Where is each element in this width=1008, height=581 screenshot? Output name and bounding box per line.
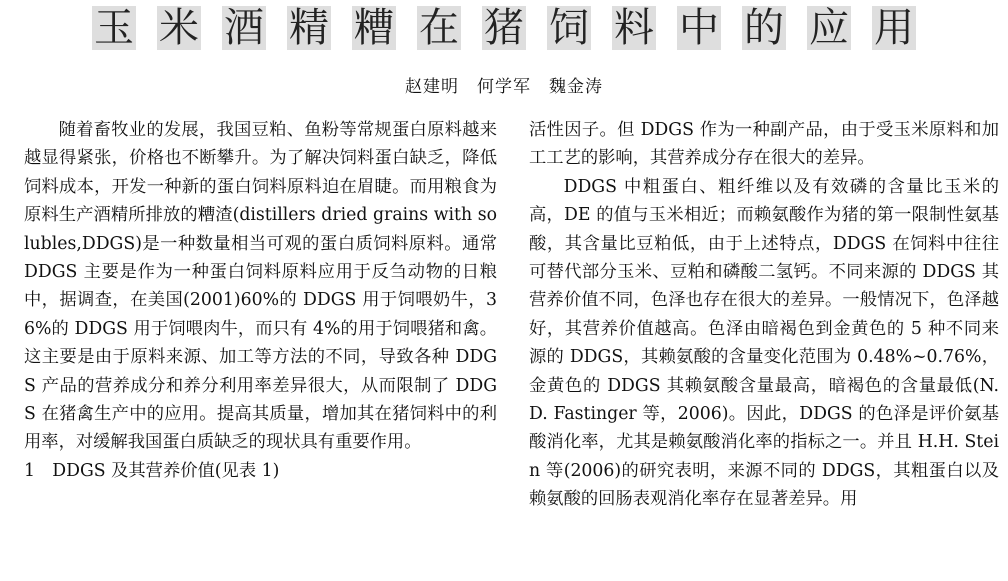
section-heading: 1 DDGS 及其营养价值(见表 1) xyxy=(24,460,280,481)
title-char: 的 xyxy=(744,5,784,51)
title-char: 应 xyxy=(809,5,849,51)
title-char: 糟 xyxy=(354,5,394,51)
right-column xyxy=(529,116,999,514)
article-title xyxy=(0,6,1008,58)
title-char: 用 xyxy=(874,5,914,51)
title-char: 料 xyxy=(614,5,654,51)
title-char: 饲 xyxy=(549,5,589,51)
title-char: 猪 xyxy=(484,5,524,51)
title-char: 在 xyxy=(419,5,459,51)
title-char: 精 xyxy=(289,5,329,51)
continued-paragraph: 活性因子。但 DDGS 作为一种副产品，由于受玉米原料和加工工艺的影响，其营养成分存在很大的差异。 xyxy=(529,120,999,169)
author-line: 赵建明 何学军 魏金涛 xyxy=(405,77,603,97)
title-char: 酒 xyxy=(224,5,264,51)
title-char: 米 xyxy=(159,5,199,51)
ddgs-nutrition-paragraph: DDGS 中粗蛋白、粗纤维以及有效磷的含量比玉米的高，DE 的值与玉米相近；而赖氨酸作为猪的第一限制性氨基酸，其含量比豆粕低，由于上述特点，DDGS 在饲料中往往可替代部分玉米、豆粕和磷酸二氢钙。不同来源的 DDGS 其营养价值不同，色泽也存在很大的差异。一般情况下，色泽越好，其营养价值越高。色泽由暗褐色到金黄色的 5 种不同来源的 DDGS，其赖氨酸的含量变化范围为 0.48%~0.76%，金黄色的 DDGS 其赖氨酸含量最高，暗褐色的含量最低(N.D. Fastinger 等，2006)。因此，DDGS 的色泽是评价氨基酸消化率，尤其是赖氨酸消化率的指标之一。并且 H.H. Stein 等(2006)的研究表明，来源不同的 DDGS，其粗蛋白以及赖氨酸的回肠表观消化率存在显著差异。用 xyxy=(529,176,999,510)
title-char: 中 xyxy=(679,5,719,51)
left-column xyxy=(24,116,497,485)
intro-paragraph: 随着畜牧业的发展，我国豆粕、鱼粉等常规蛋白原料越来越显得紧张，价格也不断攀升。为了解决饲料蛋白缺乏，降低饲料成本，开发一种新的蛋白饲料原料迫在眉睫。而用粮食为原料生产酒精所排放的糟渣(distillers dried grains with solubles,DDGS)是一种数量相当可观的蛋白质饲料原料。通常 DDGS 主要是作为一种蛋白饲料原料应用于反刍动物的日粮中，据调查，在美国(2001)60%的 DDGS 用于饲喂奶牛，36%的 DDGS 用于饲喂肉牛，而只有 4%的用于饲喂猪和禽。这主要是由于原料来源、加工等方法的不同，导致各种 DDGS 产品的营养成分和养分利用率差异很大，从而限制了 DDGS 在猪禽生产中的应用。提高其质量，增加其在猪饲料中的利用率，对缓解我国蛋白质缺乏的现状具有重要作用。 xyxy=(24,120,497,453)
title-char: 玉 xyxy=(94,5,134,51)
